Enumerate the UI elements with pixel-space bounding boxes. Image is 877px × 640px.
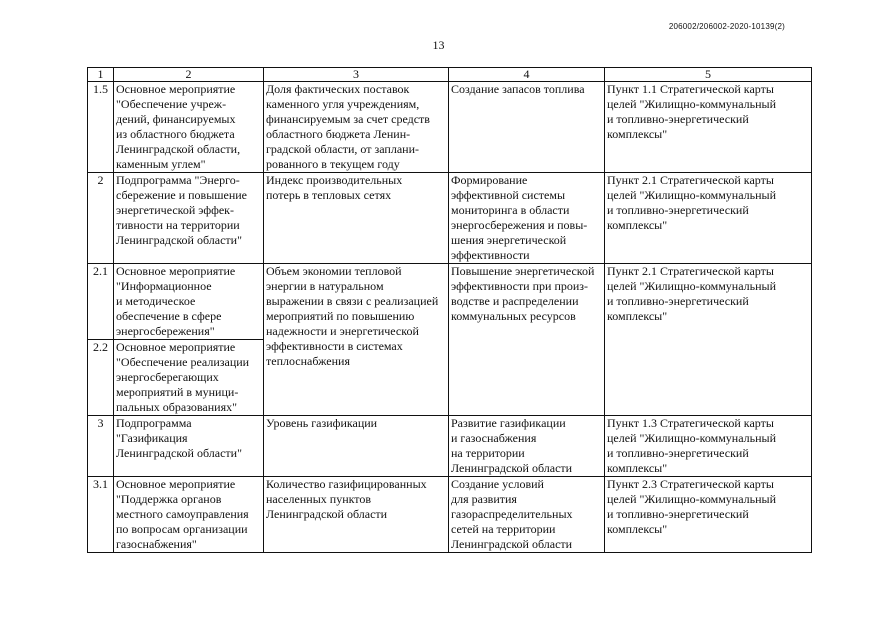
goal-cell [605,173,812,264]
result-cell [449,173,605,264]
event-cell [114,416,264,477]
cell-line: тивности на территории [116,218,240,232]
cell-line: целей "Жилищно-коммунальный [607,279,777,293]
cell-line: газораспределительных [451,507,573,521]
column-header: 2 [114,68,264,82]
goal-cell [605,82,812,173]
column-header: 1 [88,68,114,82]
cell-line: комплексы" [607,522,668,536]
table-header-row [88,68,812,82]
row-number: 3 [88,416,114,477]
cell-line: Ленинградской области" [116,233,242,247]
cell-line: газоснабжения" [116,537,197,551]
table-row [88,264,812,340]
page-number: 13 [432,38,445,52]
cell-line: Развитие газификации [451,416,566,430]
cell-line: "Обеспечение реализации [116,355,250,369]
document-id: 206002/206002-2020-10139(2) [668,22,785,31]
cell-line: целей "Жилищно-коммунальный [607,188,777,202]
cell-line: на территории [451,446,525,460]
cell-line: и топливно-энергетический [607,112,749,126]
column-header: 5 [605,68,812,82]
cell-line: населенных пунктов [266,492,372,506]
cell-line: эффективности в системах [266,339,403,353]
cell-line: Ленинградской области [451,537,573,551]
table-row [88,82,812,173]
cell-line: обеспечение в сфере [116,309,222,323]
cell-line: сетей на территории [451,522,556,536]
result-cell [449,82,605,173]
goal-cell [605,264,812,416]
cell-line: Создание условий [451,477,544,491]
table-row [88,173,812,264]
cell-line: по вопросам организации [116,522,248,536]
cell-line: энергосберегающих [116,370,219,384]
cell-line: областного бюджета Ленин- [266,127,411,141]
row-number: 2.1 [88,264,114,340]
cell-line: Подпрограмма "Энерго- [116,173,240,187]
cell-line: Основное мероприятие [116,340,236,354]
cell-line: мониторинга в области [451,203,570,217]
cell-line: мероприятий по повышению [266,309,415,323]
cell-line: и топливно-энергетический [607,203,749,217]
cell-line: энергосбережения и повы- [451,218,588,232]
event-cell [114,340,264,416]
result-cell [449,264,605,416]
cell-line: целей "Жилищно-коммунальный [607,431,777,445]
cell-line: Ленинградской области [451,461,573,475]
cell-line: энергосбережения" [116,324,215,338]
cell-line: эффективной системы [451,188,566,202]
cell-line: Ленинградской области, [116,142,241,156]
goal-cell [605,477,812,553]
cell-line: дений, финансируемых [116,112,236,126]
cell-line: коммунальных ресурсов [451,309,576,323]
cell-line: "Обеспечение учреж- [116,97,227,111]
result-cell [449,477,605,553]
cell-line: Пункт 2.1 Стратегической карты [607,264,774,278]
row-number: 2.2 [88,340,114,416]
cell-line: мероприятий в муници- [116,385,239,399]
cell-line: эффективности [451,248,530,262]
cell-line: "Информационное [116,279,212,293]
indicator-cell [264,173,449,264]
cell-line: для развития [451,492,517,506]
cell-line: пальных образованиях" [116,400,237,414]
cell-line: комплексы" [607,309,668,323]
row-number: 3.1 [88,477,114,553]
cell-line: и топливно-энергетический [607,294,749,308]
cell-line: Формирование [451,173,528,187]
cell-line: и топливно-энергетический [607,446,749,460]
cell-line: Ленинградской области [266,507,388,521]
cell-line: комплексы" [607,461,668,475]
cell-line: "Газификация [116,431,188,445]
cell-line: местного самоуправления [116,507,249,521]
cell-line: Ленинградской области" [116,446,242,460]
cell-line: целей "Жилищно-коммунальный [607,97,777,111]
cell-line: и газоснабжения [451,431,537,445]
indicator-cell [264,82,449,173]
cell-line: Количество газифицированных [266,477,427,491]
cell-line: Объем экономии тепловой [266,264,402,278]
cell-line: комплексы" [607,127,668,141]
cell-line: финансируемым за счет средств [266,112,430,126]
cell-line: Доля фактических поставок [266,82,410,96]
event-cell [114,173,264,264]
row-number: 1.5 [88,82,114,173]
strategy-table [87,67,812,553]
event-cell [114,264,264,340]
event-cell [114,477,264,553]
cell-line: и методическое [116,294,196,308]
cell-line: Пункт 1.3 Стратегической карты [607,416,774,430]
cell-line: надежности и энергетической [266,324,419,338]
cell-line: комплексы" [607,218,668,232]
cell-line: и топливно-энергетический [607,507,749,521]
cell-line: Основное мероприятие [116,264,236,278]
cell-line: энергетической эффек- [116,203,234,217]
cell-line: потерь в тепловых сетях [266,188,392,202]
goal-cell [605,416,812,477]
indicator-cell [264,477,449,553]
cell-line: выражении в связи с реализацией [266,294,439,308]
cell-line: Создание запасов топлива [451,82,585,96]
cell-line: шения энергетической [451,233,567,247]
cell-line: водстве и распределении [451,294,579,308]
row-number: 2 [88,173,114,264]
cell-line: теплоснабжения [266,354,350,368]
result-cell [449,416,605,477]
cell-line: Основное мероприятие [116,82,236,96]
cell-line: каменного угля учреждениям, [266,97,420,111]
cell-line: Пункт 1.1 Стратегической карты [607,82,774,96]
table-row [88,416,812,477]
cell-line: Индекс производительных [266,173,403,187]
cell-line: Пункт 2.3 Стратегической карты [607,477,774,491]
table-row [88,477,812,553]
cell-line: Основное мероприятие [116,477,236,491]
column-header: 3 [264,68,449,82]
cell-line: "Поддержка органов [116,492,222,506]
cell-line: сбережение и повышение [116,188,248,202]
indicator-cell [264,416,449,477]
cell-line: Уровень газификации [266,416,378,430]
cell-line: эффективности при произ- [451,279,589,293]
cell-line: энергии в натуральном [266,279,384,293]
cell-line: Повышение энергетической [451,264,595,278]
column-header: 4 [449,68,605,82]
cell-line: каменным углем" [116,157,206,171]
cell-line: из областного бюджета [116,127,235,141]
cell-line: градской области, от заплани- [266,142,420,156]
event-cell [114,82,264,173]
cell-line: целей "Жилищно-коммунальный [607,492,777,506]
cell-line: рованного в текущем году [266,157,400,171]
cell-line: Пункт 2.1 Стратегической карты [607,173,774,187]
indicator-cell [264,264,449,416]
cell-line: Подпрограмма [116,416,192,430]
